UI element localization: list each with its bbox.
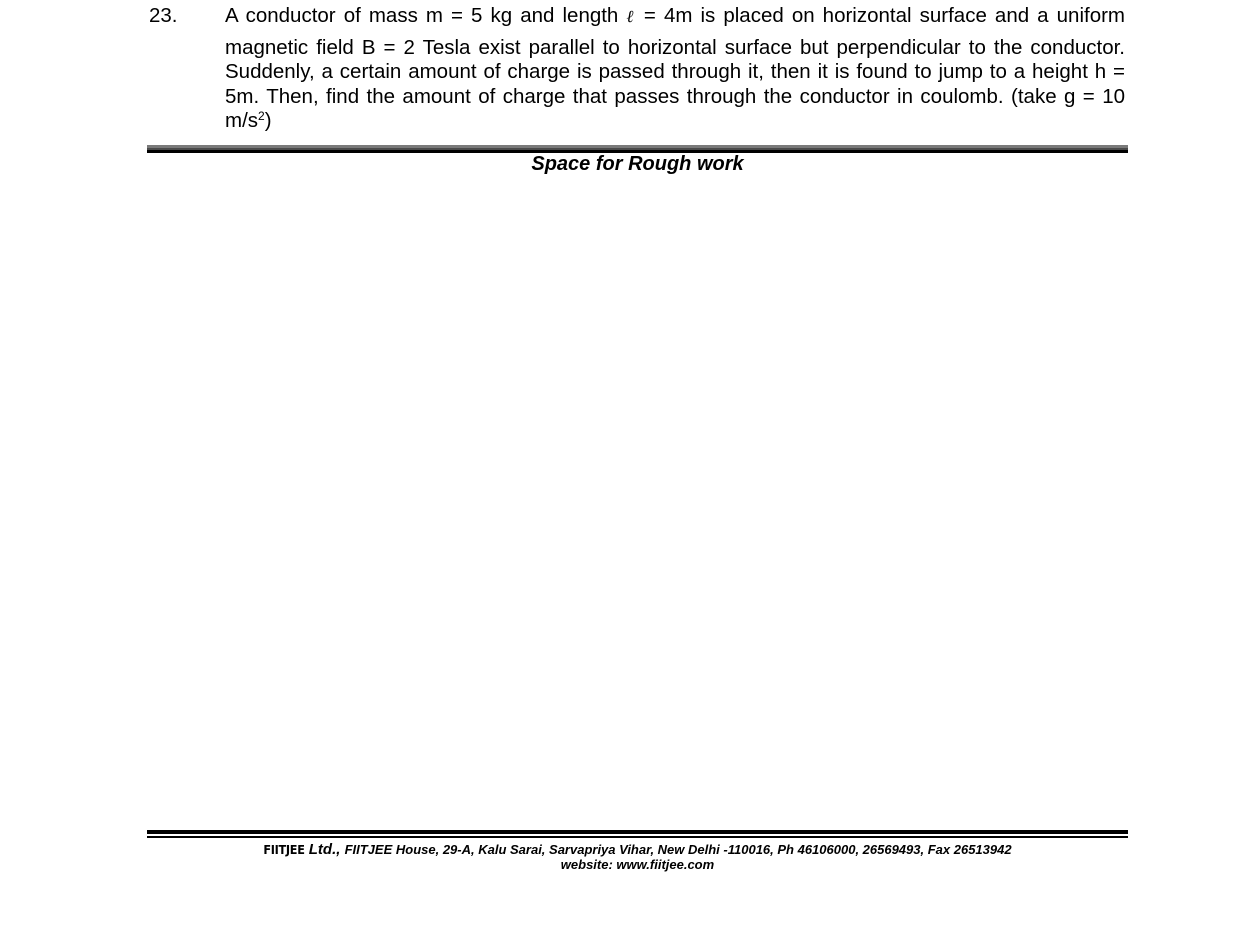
footer-brand: FIITJEE [263,842,305,857]
question-text-part: = 4m is placed on horizontal surface and a uniform [635,4,1125,27]
question-first-line [225,4,1125,30]
question-number: 23. [149,4,178,27]
rough-work-divider [147,145,1128,153]
question-text-part: ) [264,109,272,132]
footer-ltd: Ltd., [304,841,345,858]
rough-work-title: Space for Rough work [531,153,744,175]
footer-address-line [147,841,1128,858]
footer-divider [147,830,1128,838]
question-23 [149,4,1125,134]
footer-address: FIITJEE House, 29-A, Kalu Sarai, Sarvapriya Vihar, New Delhi -110016, Ph 46106000, 26569493, Fax 26513942 [344,842,1012,857]
superscript-exponent: 2 [258,109,265,123]
footer-website: website: www.fiitjee.com [560,857,715,872]
question-text-part: magnetic field B = 2 Tesla exist parallel to horizontal surface but perpendicular to the conductor. Suddenly, a certain amount of charge is passed through it, then it is found to jump to a height h = 5m. Then, find the amount of charge that passes through the conductor in coulomb. (take g = 10 m/s [225,35,1125,132]
question-text-part: A conductor of mass m = 5 kg and length [225,4,627,27]
question-text [225,4,1125,134]
length-symbol: ℓ [626,7,636,27]
